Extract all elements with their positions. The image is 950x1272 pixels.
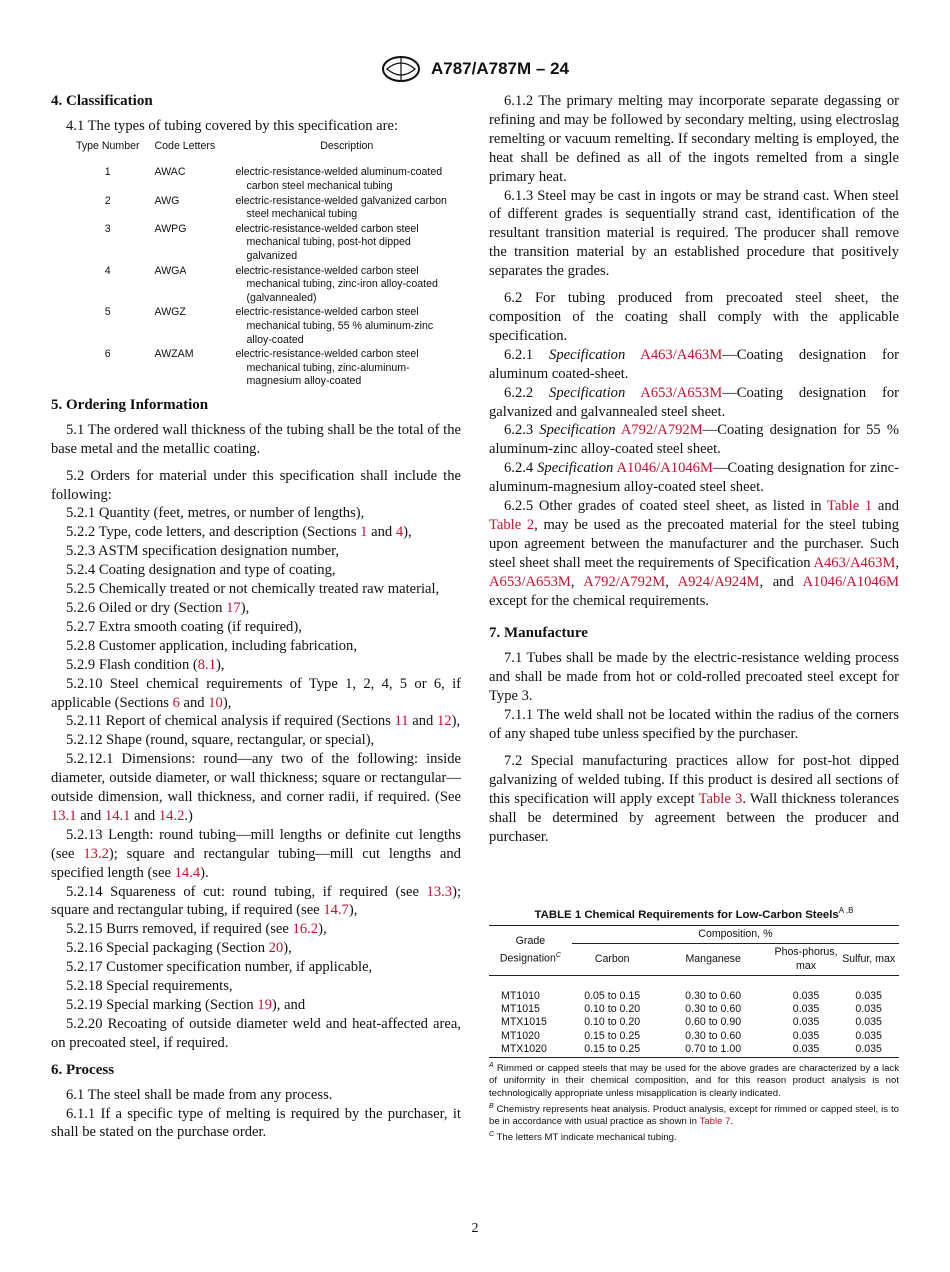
table-row [489, 1003, 899, 1016]
paragraph-5-2-8: 5.2.8 Customer application, including fabrication, [66, 637, 357, 654]
section-16-2-link[interactable]: 16.2 [292, 921, 319, 938]
text: , may be used as the precoated material for the steel tubing upon agreement between the manufacturer and the purchaser. Such steel sheet shall meet the requirements of Specification [489, 516, 899, 571]
text: ); square and rectangular tubing—mill cut lengths and specified length (see [51, 845, 461, 881]
paragraph-6-1-2: 6.1.2 The primary melting may incorporate separate degassing or refining and may be followed by secondary melting, using electroslag remelting or vacuum remelting. If secondary melting is employed, the heat shall be defined as all of the ingots remelted from a single primary heat. [489, 93, 899, 185]
a653-link[interactable]: A653/A653M [640, 384, 723, 401]
paragraph-5-2-20: 5.2.20 Recoating of outside diameter weld and heat-affected area, on precoated steel, if required. [51, 1015, 461, 1051]
phosphorus: 0.035 [792, 989, 820, 1002]
type-number: 3 [104, 222, 111, 235]
paragraph-5-2-18: 5.2.18 Special requirements, [66, 978, 233, 995]
type-description: electric-resistance-welded carbon steel mechanical tubing, post-hot dipped galvanized [235, 222, 419, 262]
paragraph-5-2-2 [51, 523, 461, 542]
paragraph-6-2-3 [489, 421, 899, 459]
text: ). [200, 864, 209, 881]
section-8-1-link[interactable]: 8.1 [197, 656, 216, 673]
paragraph-6-2-5 [489, 497, 899, 610]
phosphorus: 0.035 [792, 1002, 820, 1015]
manganese: 0.30 to 0.60 [685, 989, 742, 1002]
page-number: 2 [471, 1221, 479, 1236]
text: The letters MT indicate mechanical tubing. [494, 1132, 677, 1144]
tubing-types-header-row [65, 140, 461, 154]
text: ), and [271, 997, 306, 1013]
type-number: 2 [104, 194, 111, 207]
header-row [489, 925, 899, 943]
type-description: electric-resistance-welded galvanized carbon steel mechanical tubing [235, 194, 447, 221]
text: and [367, 524, 396, 541]
text: .) [184, 807, 193, 824]
text: ), [216, 656, 225, 673]
paragraph-5-2-7: 5.2.7 Extra smooth coating (if required), [66, 618, 302, 635]
sulfur: 0.035 [855, 1002, 882, 1015]
text: 7.2 Special manufacturing practices allow for post-hot dipped galvanizing of welded tubing. If this product is desired all sections of this specification will apply except [489, 752, 899, 807]
title-footnote-marks: A ,B [838, 906, 854, 915]
text: Chemistry represents heat analysis. Product analysis, except for rimmed or capped steel, is to be in accordance with usual practice as shown in [489, 1103, 899, 1128]
paragraph-5-2-3: 5.2.3 ASTM specification designation number, [66, 543, 340, 560]
composition-header: Composition, % [572, 925, 899, 943]
section-13-1-link[interactable]: 13.1 [51, 807, 77, 824]
carbon-header: Carbon [572, 944, 653, 976]
text: 5.2.9 Flash condition ( [66, 656, 198, 673]
text: 6.2.3 [504, 422, 540, 439]
grade-designation-header [489, 925, 572, 975]
manganese: 0.30 to 0.60 [685, 1029, 742, 1042]
text: and [179, 694, 209, 711]
a792-link[interactable]: A792/A792M [583, 573, 666, 590]
section-10-link[interactable]: 10 [208, 694, 223, 711]
paragraph-6-2: 6.2 For tubing produced from precoated steel sheet, the composition of the coating shall comply with the applicable specification. [489, 290, 899, 344]
description-header: Description [320, 139, 374, 152]
section-6-link[interactable]: 6 [172, 694, 180, 711]
paragraph-5-2-12: 5.2.12 Shape (round, square, rectangular, or special), [66, 732, 375, 749]
section-7-heading: 7. Manufacture [489, 625, 588, 642]
paragraph-5-2-15 [51, 920, 461, 939]
table-3-link[interactable]: Table 3 [698, 790, 743, 807]
code-letters: AWG [154, 194, 180, 207]
grade: MT1015 [501, 1002, 540, 1015]
text: . [730, 1116, 734, 1128]
table-row [489, 990, 899, 1003]
section-14-7-link[interactable]: 14.7 [323, 902, 349, 919]
grade: MTX1020 [489, 1043, 572, 1057]
type-description: electric-resistance-welded aluminum-coated carbon steel mechanical tubing [235, 166, 443, 192]
text: 6.2.4 [504, 460, 538, 477]
code-letters: AWGA [154, 264, 187, 277]
sulfur: 0.035 [838, 1043, 899, 1057]
table-7-link[interactable]: Table 7 [699, 1116, 731, 1128]
text: 5.2.10 Steel chemical requirements of Type 1, 2, 4, 5 or 6, if applicable (Sections [51, 675, 461, 711]
text: ), [283, 940, 292, 957]
paragraph-6-2-4 [489, 459, 899, 497]
paragraph-7-1-1: 7.1.1 The weld shall not be located within the radius of the corners of any shaped tube unless specified by the purchaser. [489, 707, 899, 742]
paragraph-4-1: 4.1 The types of tubing covered by this specification are: [66, 117, 399, 134]
table-row [489, 1043, 899, 1057]
section-19-link[interactable]: 19 [257, 997, 272, 1013]
table-row [65, 265, 461, 307]
a653-link[interactable]: A653/A653M [489, 573, 571, 590]
sulfur-header: Sulfur, max [838, 944, 899, 976]
section-4-link[interactable]: 4 [395, 524, 404, 541]
a1046-link[interactable]: A1046/A1046M [802, 573, 899, 590]
table-row [65, 348, 461, 390]
text: ), [451, 713, 461, 730]
section-5-heading: 5. Ordering Information [51, 396, 209, 413]
section-11-link[interactable]: 11 [394, 713, 409, 730]
table-1-link[interactable]: Table 1 [827, 498, 873, 515]
text: TABLE 1 Chemical Requirements for Low-Carbon Steels [534, 908, 839, 921]
a1046-link[interactable]: A1046/A1046M [616, 460, 713, 477]
text: 5.2.2 Type, code letters, and description (Sections [66, 524, 361, 541]
grade: MT1020 [501, 1029, 540, 1042]
section-14-4-link[interactable]: 14.4 [174, 864, 201, 881]
text: 6.2.2 [504, 384, 550, 401]
text: —Coating designation for galvanized and galvannealed steel sheet. [489, 384, 899, 420]
right-column [489, 92, 899, 846]
a792-link[interactable]: A792/A792M [620, 422, 703, 439]
manganese-header: Manganese [653, 944, 774, 976]
text: ), [348, 902, 358, 919]
table-row [489, 1030, 899, 1043]
paragraph-7-2 [489, 752, 899, 847]
grade: MTX1015 [501, 1016, 547, 1029]
table-spacer [489, 976, 899, 990]
carbon: 0.15 to 0.25 [584, 1029, 641, 1042]
paragraph-5-2: 5.2 Orders for material under this specification shall include the following: [51, 467, 461, 503]
paragraph-6-1-1: 6.1.1 If a specific type of melting is required by the purchaser, it shall be stated on the purchase order. [51, 1105, 461, 1141]
astm-logo-icon [381, 55, 421, 83]
sulfur: 0.035 [855, 989, 882, 1002]
text: , [570, 573, 584, 590]
type-number: 1 [104, 166, 111, 179]
tubing-types-table [65, 140, 461, 390]
footnote-mark: C [489, 1130, 495, 1138]
table-row [65, 195, 461, 223]
paragraph-6-2-2 [489, 384, 899, 422]
paragraph-5-2-5: 5.2.5 Chemically treated or not chemically treated raw material, [66, 581, 440, 598]
carbon: 0.10 to 0.20 [584, 1016, 641, 1029]
type-description: electric-resistance-welded carbon steel mechanical tubing, zinc-iron alloy-coated (galvannealed) [235, 264, 438, 304]
paragraph-5-2-14 [51, 883, 461, 921]
text: and [130, 807, 159, 824]
text: and [76, 807, 105, 824]
text: and [872, 498, 899, 515]
manganese: 0.60 to 0.90 [685, 1016, 742, 1029]
table-row [65, 166, 461, 194]
phosphorus: 0.035 [774, 1043, 839, 1057]
paragraph-7-1: 7.1 Tubes shall be made by the electric-resistance welding process and shall be made from hot or cold-rolled precoated steel except for Type 3. [489, 650, 899, 705]
text: , and [759, 573, 803, 590]
phosphorus: 0.035 [792, 1029, 820, 1042]
section-14-2-link[interactable]: 14.2 [158, 807, 185, 824]
text: ), [222, 694, 232, 711]
type-number: 5 [104, 306, 111, 319]
text: 5.2.13 Length: round tubing—mill lengths or definite cut lengths (see [51, 826, 461, 862]
table-row [65, 306, 461, 348]
paragraph-5-2-12-1 [51, 750, 461, 826]
left-column [51, 92, 461, 1142]
section-4-heading: 4. Classification [51, 93, 153, 109]
a463-link[interactable]: A463/A463M [640, 346, 723, 363]
grade-footnote-mark: C [555, 951, 561, 959]
carbon: 0.10 to 0.20 [584, 1002, 641, 1015]
carbon: 0.15 to 0.25 [572, 1043, 653, 1057]
text: and [408, 713, 437, 730]
section-13-2-link[interactable]: 13.2 [83, 845, 109, 862]
text: —Coating designation for aluminum coated-sheet. [489, 346, 899, 382]
table-1-title [489, 906, 899, 921]
grade: MT1010 [501, 989, 540, 1002]
code-letters: AWAC [154, 166, 186, 179]
table-1-footnotes [489, 1060, 899, 1145]
code-letters-header: Code Letters [154, 139, 216, 152]
paragraph-5-1: 5.1 The ordered wall thickness of the tubing shall be the total of the base metal and the metallic coating. [51, 421, 461, 457]
text: ), [318, 921, 327, 938]
table-row [489, 1016, 899, 1029]
footnote-b [489, 1101, 899, 1129]
specification-word: Specification [539, 422, 616, 439]
text: except for the chemical requirements. [489, 592, 710, 609]
a924-link[interactable]: A924/A924M [677, 573, 760, 590]
text: ); square and rectangular tubing, if required (see [51, 883, 461, 919]
text: Grade Designation [499, 935, 556, 965]
paragraph-6-1-3: 6.1.3 Steel may be cast in ingots or may be strand cast. When steel of different grades is sequentially strand cast, identification of the resultant transition material is required. The producer shall remove the transition material by an established procedure that positively separates the grades. [489, 187, 899, 280]
sulfur: 0.035 [855, 1016, 882, 1029]
paragraph-5-2-9 [51, 656, 461, 675]
paragraph-5-2-4: 5.2.4 Coating designation and type of coating, [66, 562, 336, 579]
footnote-c [489, 1129, 899, 1145]
text: 6.2.1 [504, 346, 550, 363]
type-description: electric-resistance-welded carbon steel mechanical tubing, zinc-aluminum-magnesium alloy-coated [235, 348, 419, 388]
text: 5.2.16 Special packaging (Section [66, 940, 269, 957]
footnote-a [489, 1060, 899, 1101]
table-row [65, 223, 461, 265]
text: 5.2.12.1 Dimensions: round—any two of the following: inside diameter, outside diameter, or wall thickness; square or rectangular—outside dimension, wall thickness, and corner radii, if required. (See [51, 751, 461, 806]
paragraph-5-2-11 [51, 712, 461, 731]
paragraph-5-2-16 [51, 939, 461, 958]
paragraph-6-1: 6.1 The steel shall be made from any process. [66, 1086, 333, 1103]
manganese: 0.70 to 1.00 [653, 1043, 774, 1057]
section-20-link[interactable]: 20 [268, 940, 284, 957]
text: , [665, 573, 678, 590]
section-17-link[interactable]: 17 [226, 599, 241, 616]
section-12-link[interactable]: 12 [436, 713, 452, 730]
phosphorus: 0.035 [792, 1016, 820, 1029]
code-letters: AWPG [154, 222, 187, 235]
text: 5.2.11 Report of chemical analysis if required (Sections [66, 713, 395, 730]
type-description: electric-resistance-welded carbon steel mechanical tubing, 55 % aluminum-zinc alloy-coated [235, 306, 434, 346]
a463-link[interactable]: A463/A463M [813, 554, 896, 571]
text: , [895, 554, 899, 571]
code-letters: AWGZ [154, 306, 186, 319]
type-number: 6 [104, 348, 111, 361]
footnote-mark: B [489, 1102, 494, 1110]
specification-word: Specification [549, 346, 626, 363]
section-13-3-link[interactable]: 13.3 [426, 883, 453, 900]
paragraph-5-2-13 [51, 826, 461, 883]
paragraph-5-2-10 [51, 675, 461, 713]
text: —Coating designation for zinc-aluminum-magnesium alloy-coated steel sheet. [489, 460, 899, 496]
type-number-header: Type Number [75, 139, 140, 152]
text: . Wall thickness tolerances shall be determined by agreement between the producer and purchaser. [489, 790, 900, 845]
document-designation: A787/A787M – 24 [431, 59, 569, 78]
table-1 [489, 906, 899, 1145]
text: Rimmed or capped steels that may be used for the above grades are characterized by a lack of uniformity in their chemical composition, and for this reason product analysis is not technologically appropriate unless misapplication is clearly indicated. [489, 1062, 899, 1099]
paragraph-5-2-17: 5.2.17 Customer specification number, if applicable, [66, 959, 373, 976]
text: 6.2.5 Other grades of coated steel sheet, as listed in [504, 498, 827, 515]
paragraph-5-2-1: 5.2.1 Quantity (feet, metres, or number of lengths), [66, 505, 365, 522]
type-number: 4 [104, 264, 111, 277]
specification-word: Specification [549, 384, 626, 401]
paragraph-6-2-1 [489, 346, 899, 384]
section-6-heading: 6. Process [51, 1061, 115, 1078]
paragraph-5-2-6 [51, 599, 461, 618]
text: 5.2.6 Oiled or dry (Section [66, 599, 227, 616]
manganese: 0.30 to 0.60 [685, 1002, 742, 1015]
text: 5.2.15 Burrs removed, if required (see [66, 921, 293, 938]
text: 5.2.14 Squareness of cut: round tubing, if required (see [66, 883, 427, 900]
sulfur: 0.035 [855, 1029, 882, 1042]
chemical-requirements-table [489, 925, 899, 1058]
text: ), [240, 599, 250, 616]
specification-word: Specification [537, 460, 614, 477]
paragraph-5-2-19 [51, 996, 461, 1015]
phosphorus-header: Phos-phorus, max [774, 944, 839, 976]
text: —Coating designation for 55 % aluminum-zinc alloy-coated steel sheet. [489, 422, 899, 458]
table-spacer [65, 153, 461, 166]
section-1-link[interactable]: 1 [360, 524, 368, 541]
page-header [0, 55, 950, 83]
footnote-mark: A [489, 1061, 494, 1069]
text: ), [403, 524, 412, 541]
code-letters: AWZAM [154, 348, 194, 361]
text: 5.2.19 Special marking (Section [66, 997, 258, 1013]
section-14-1-link[interactable]: 14.1 [104, 807, 131, 824]
table-2-link[interactable]: Table 2 [489, 516, 535, 533]
carbon: 0.05 to 0.15 [584, 989, 641, 1002]
